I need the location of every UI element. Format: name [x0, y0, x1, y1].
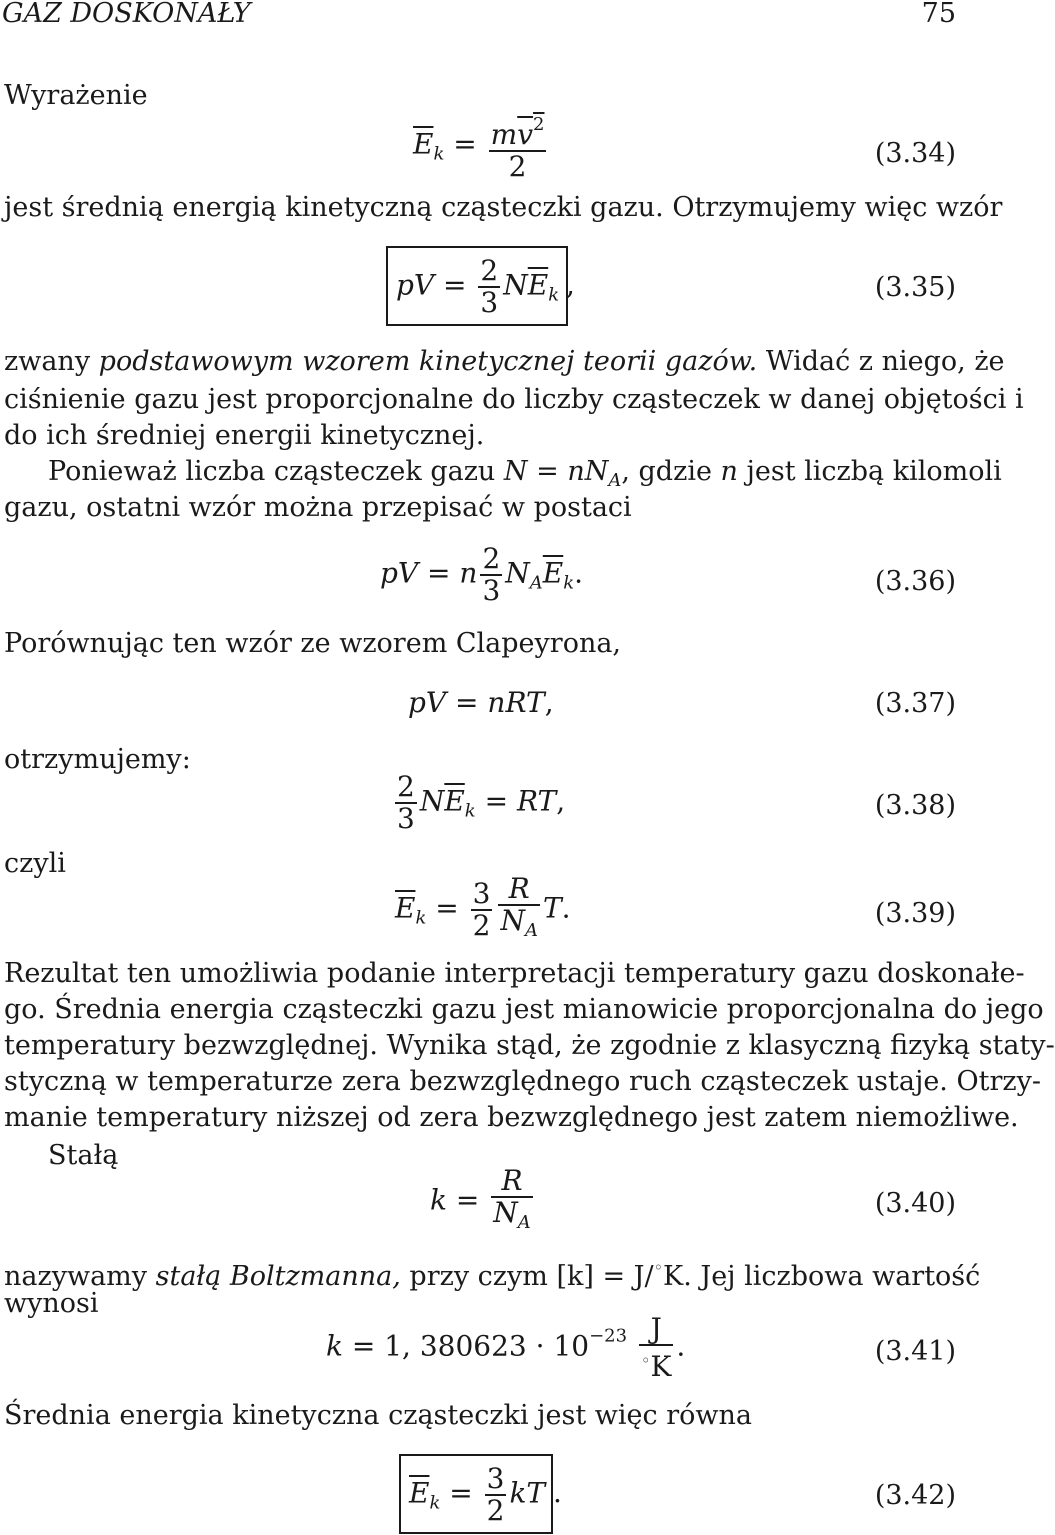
text-line: manie temperatury niższej od zera bezwzględnego jest zatem niemożliwe.: [4, 1102, 1019, 1133]
page-number: 75: [921, 0, 956, 29]
comma: ,: [566, 268, 575, 301]
equation-3-40: k = $\frac{R}{N_A}$: [430, 1164, 531, 1233]
equation-number: (3.39): [874, 898, 956, 929]
text-line: gazu, ostatni wzór można przepisać w postaci: [4, 492, 632, 523]
equation-3-38: $\frac{2}{3}$ $N\overline{E}_k$ = RT,: [397, 770, 566, 835]
text-line: wynosi: [4, 1288, 99, 1319]
text-line: Porównując ten wzór ze wzorem Clapeyrona,: [4, 628, 622, 659]
equation-number: (3.35): [874, 272, 956, 303]
equation-3-34: $\overline{E}_k$ = $\frac{mv^2}{2}$: [413, 110, 549, 182]
text-line: temperatury bezwzględnej. Wynika stąd, że zgodnie z klasyczną fizyką staty-: [4, 1030, 1055, 1061]
text-line: otrzymujemy:: [4, 744, 191, 775]
power-exponent: −23: [589, 1325, 628, 1347]
boltzmann-mantissa: 1, 380623: [384, 1329, 527, 1363]
text-line: Średnia energia kinetyczna cząsteczki jest więc równa: [4, 1400, 752, 1431]
equation-number: (3.37): [874, 688, 956, 719]
text-line: Stałą: [48, 1140, 119, 1171]
equation-number: (3.42): [874, 1480, 956, 1511]
equation-number: (3.34): [874, 138, 956, 169]
equation-3-39: $\overline{E}_k$ = $\frac{3}{2}$ $\frac{R}{N_A}$ T.: [395, 872, 571, 942]
chapter-title: GAZ DOSKONAŁY: [2, 0, 251, 29]
text-line: Ponieważ liczba cząsteczek gazu $N = nN_A$, gdzie n jest liczbą kilomoli: [48, 456, 1002, 491]
power-base: 10: [553, 1329, 590, 1363]
text-line: czyli: [4, 848, 66, 879]
equation-number: (3.38): [874, 790, 956, 821]
equation-number: (3.40): [874, 1188, 956, 1219]
text-line: ciśnienie gazu jest proporcjonalne do liczby cząsteczek w danej objętości i: [4, 384, 1024, 415]
text-line: nazywamy stałą Boltzmanna, przy czym [k] = J/◦K. Jej liczbowa wartość: [4, 1258, 981, 1292]
equation-3-35-box: pV = $\frac{2}{3}$ $N\overline{E}_k$: [386, 246, 568, 326]
text-line: Rezultat ten umożliwia podanie interpretacji temperatury gazu doskonałe-: [4, 958, 1025, 989]
text-line: zwany podstawowym wzorem kinetycznej teorii gazów. Widać z niego, że: [4, 346, 1005, 377]
text-line: styczną w temperaturze zera bezwzględnego ruch cząsteczek ustaje. Otrzy-: [4, 1066, 1041, 1097]
equation-number: (3.41): [874, 1336, 956, 1367]
equation-3-41: k = 1, $380623 \cdot 10^{-23}$ $\frac{J}{^◦K}$ .: [326, 1312, 686, 1383]
equation-3-37: pV = nRT,: [408, 686, 554, 719]
equation-3-36: pV = n $\frac{2}{3}$ $N_A\overline{E}_k$.: [380, 542, 584, 607]
text-line: jest średnią energią kinetyczną cząsteczki gazu. Otrzymujemy więc wzór: [4, 192, 1003, 223]
text-line: Wyrażenie: [4, 80, 148, 111]
period: .: [553, 1476, 562, 1509]
text-line: do ich średniej energii kinetycznej.: [4, 420, 485, 451]
equation-number: (3.36): [874, 566, 956, 597]
equation-3-42-box: $\overline{E}_k$ = $\frac{3}{2}$ kT: [399, 1454, 553, 1534]
text-line: go. Średnia energia cząsteczki gazu jest mianowicie proporcjonalna do jego: [4, 994, 1044, 1025]
